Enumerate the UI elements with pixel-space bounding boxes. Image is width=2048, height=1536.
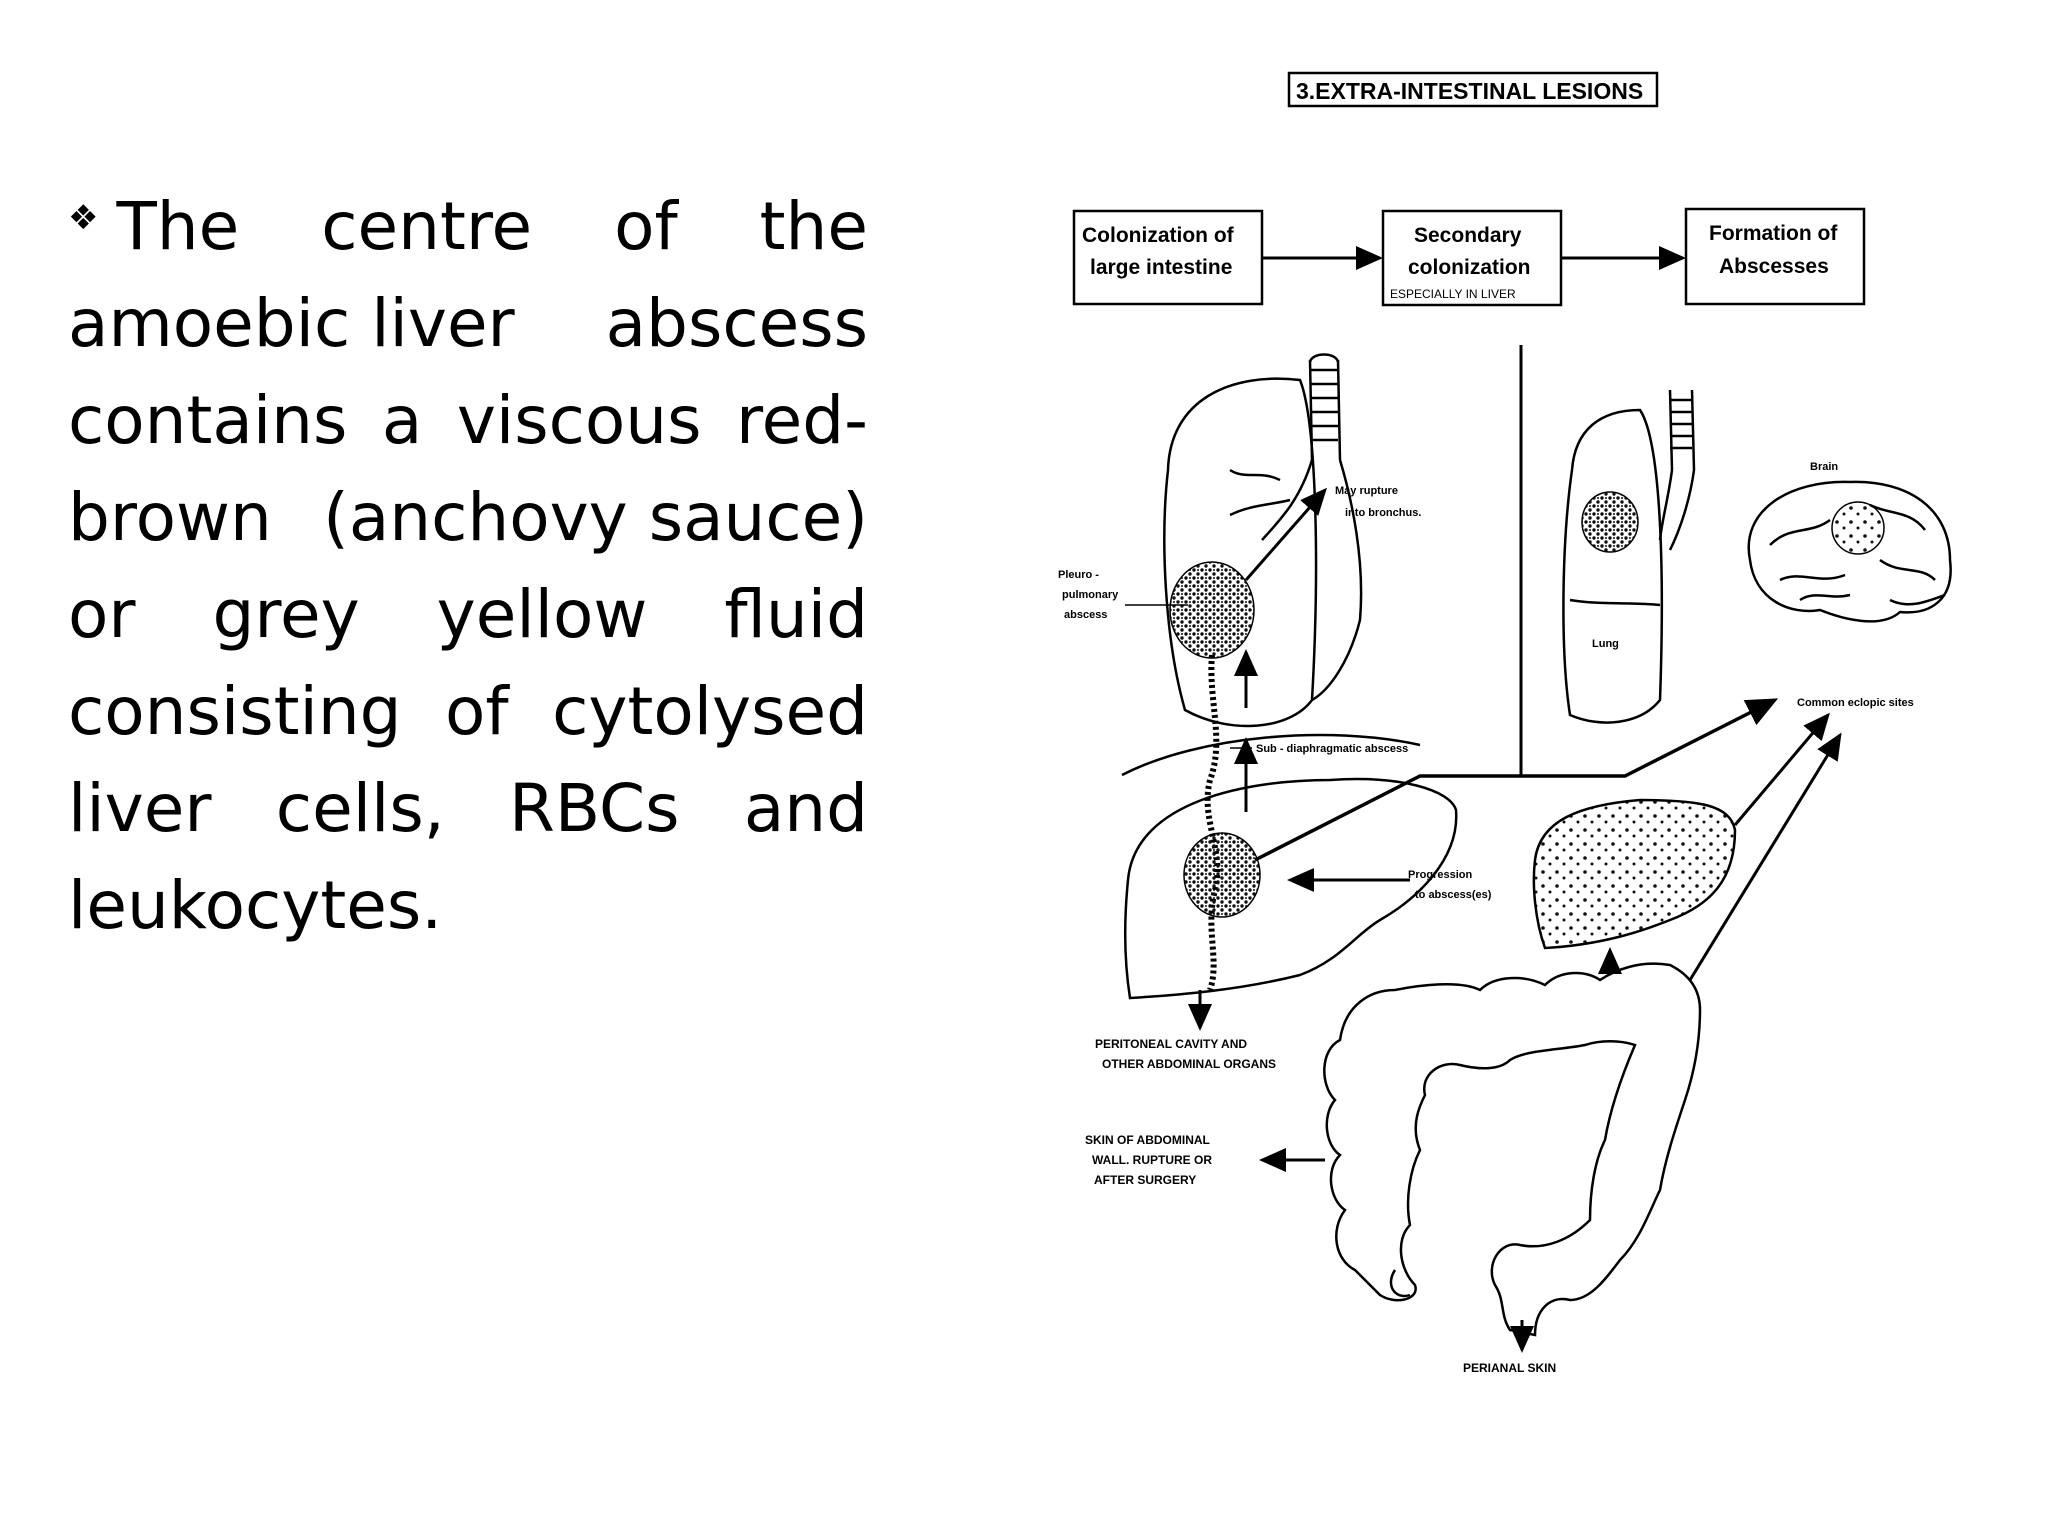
liver-abscess [1184, 833, 1260, 917]
large-intestine-illustration [1324, 964, 1700, 1335]
word: cytolysed [552, 673, 868, 750]
label-skin: AFTER SURGERY [1094, 1173, 1197, 1187]
rupture-arrow [1246, 490, 1325, 580]
word: leukocytes. [68, 867, 443, 944]
left-lung-illustration [1164, 355, 1361, 727]
word: fluid [724, 576, 868, 653]
word: yellow [436, 576, 648, 653]
flow-box-line: colonization [1408, 256, 1531, 279]
flow-box-formation [1686, 209, 1864, 304]
word: and [743, 770, 868, 847]
word: RBCs [509, 770, 680, 847]
flow-box-line: large intestine [1090, 256, 1233, 279]
flow-box-line: Secondary [1414, 224, 1522, 247]
diagram-title [1289, 73, 1657, 106]
word: red- [736, 382, 868, 459]
label-perianal: PERIANAL SKIN [1463, 1361, 1557, 1375]
flow-box-colonization [1074, 211, 1262, 304]
word: brown [68, 479, 272, 556]
label-pleuro: Pleuro - [1058, 569, 1099, 581]
flow-box-secondary [1383, 211, 1561, 305]
diaphragm-line [1122, 735, 1420, 775]
word: amoebic liver [68, 285, 515, 362]
word: (anchovy sauce) [323, 479, 868, 556]
label-peritoneal: OTHER ABDOMINAL ORGANS [1102, 1057, 1276, 1071]
word: abscess [605, 285, 868, 362]
word: the [759, 188, 868, 265]
right-lung-illustration [1563, 390, 1694, 723]
diamond-bullet-icon: ❖ [68, 198, 99, 238]
label-progression: Progression [1408, 869, 1473, 881]
label-progression: to abscess(es) [1415, 889, 1492, 901]
label-peritoneal: PERITONEAL CAVITY AND [1095, 1037, 1248, 1051]
left-liver-illustration [1125, 779, 1456, 998]
brain-abscess [1832, 502, 1884, 554]
label-skin: WALL. RUPTURE OR [1092, 1153, 1212, 1167]
flow-box-line: Abscesses [1719, 255, 1829, 278]
word: contains [68, 382, 348, 459]
abscess-track [1208, 655, 1218, 990]
lung-abscess [1582, 492, 1638, 552]
flow-box-line: Colonization of [1082, 224, 1234, 247]
word: centre [321, 188, 533, 265]
label-rupture: into bronchus. [1345, 507, 1422, 519]
word: consisting [68, 673, 402, 750]
word: cells, [275, 770, 445, 847]
diagram-title-text: 3.EXTRA-INTESTINAL LESIONS [1296, 78, 1644, 104]
label-subdiaphragmatic: Sub - diaphragmatic abscess [1256, 743, 1409, 755]
label-pleuro: pulmonary [1062, 589, 1119, 601]
label-brain: Brain [1810, 461, 1839, 473]
label-common-ectopic: Common eclopic sites [1797, 697, 1914, 709]
label-rupture: May rupture [1335, 485, 1398, 497]
flow-box-line: Formation of [1709, 222, 1838, 245]
word: viscous [456, 382, 702, 459]
word: liver [68, 770, 212, 847]
word: a [381, 382, 423, 459]
flow-box-note: ESPECIALLY IN LIVER [1390, 287, 1516, 301]
word: of [445, 673, 509, 750]
right-liver-illustration [1534, 800, 1735, 948]
word: or [68, 576, 136, 653]
pleuropulmonary-abscess [1170, 562, 1254, 658]
word: of [614, 188, 678, 265]
word: grey [212, 576, 360, 653]
ectopic-arrow [1735, 715, 1828, 825]
label-pleuro: abscess [1064, 609, 1108, 621]
word: The [116, 188, 240, 265]
label-lung: Lung [1592, 638, 1619, 650]
label-skin: SKIN OF ABDOMINAL [1085, 1133, 1210, 1147]
